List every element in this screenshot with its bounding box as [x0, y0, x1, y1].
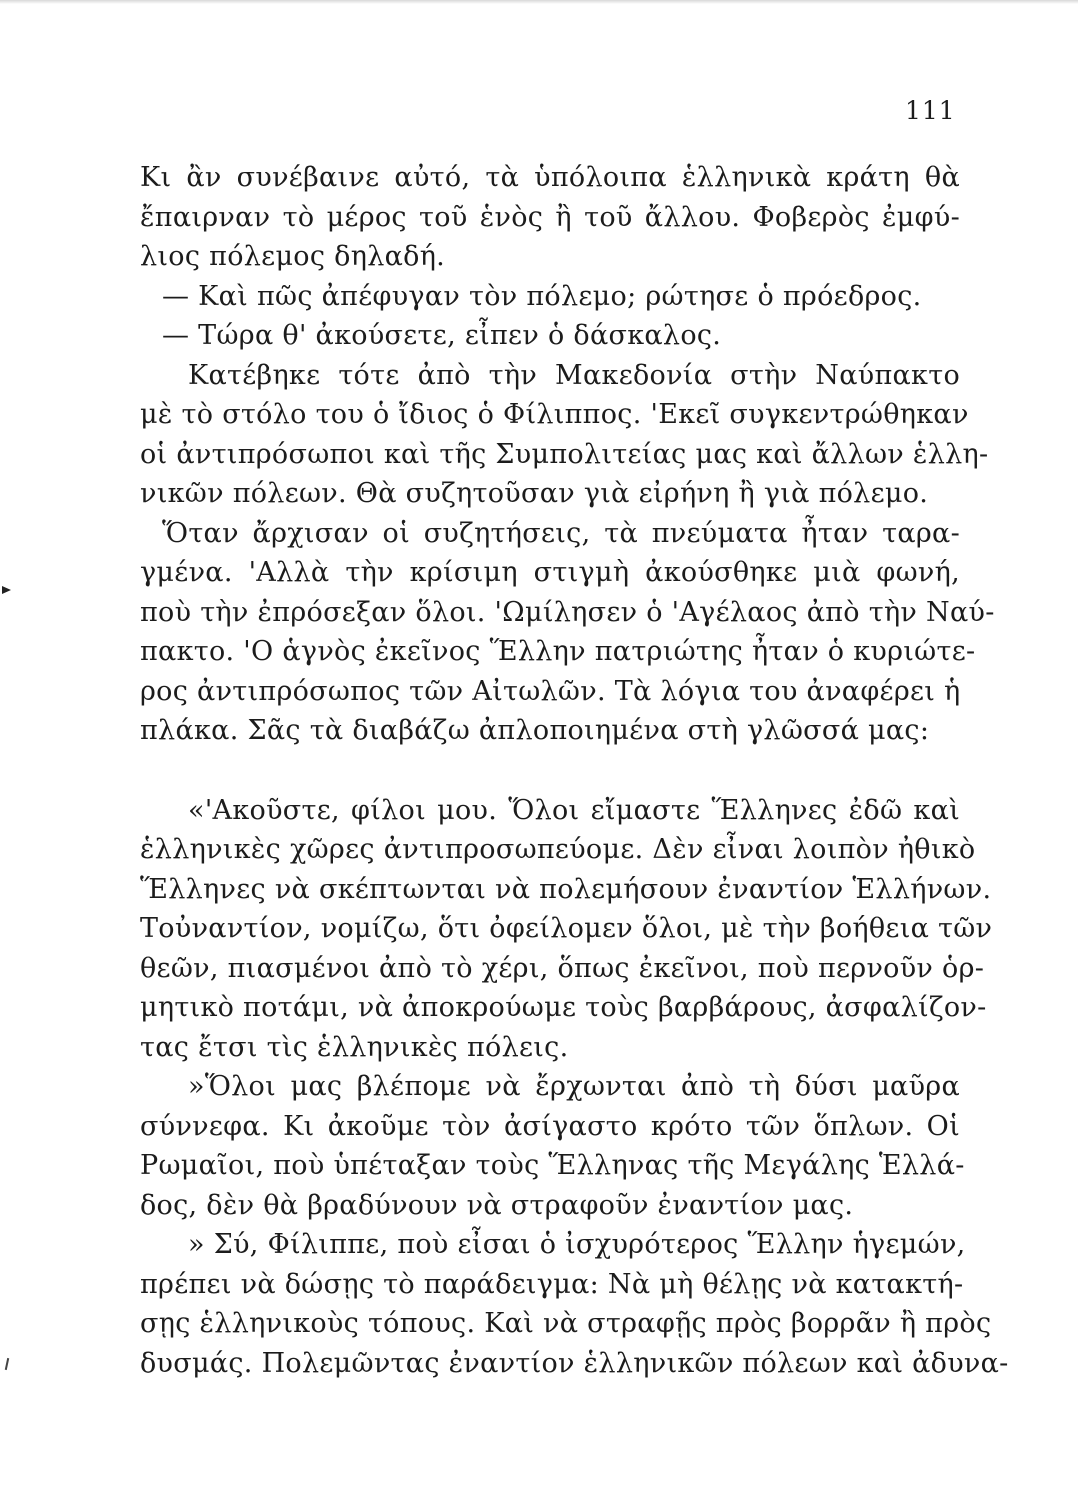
text-line: δυσμάς. Πολεμῶντας ἐναντίον ἑλληνικῶν πόλεων καὶ ἀδυνα- [140, 1347, 1009, 1379]
text-line: Ρωμαῖοι, ποὺ ὑπέταξαν τοὺς Ἕλληνας τῆς Μεγάλης Ἑλλά- [140, 1150, 965, 1181]
text-line: ρος ἀντιπρόσωπος τῶν Αἰτωλῶν. Τὰ λόγια του ἀναφέρει ἡ [140, 675, 961, 707]
text-line: λιος πόλεμος δηλαδή. [140, 241, 446, 272]
margin-tick-mark [5, 1358, 9, 1370]
text-line: Ὅταν ἄρχισαν οἱ συζητήσεις, τὰ πνεύματα ἦταν ταρα- [162, 517, 960, 549]
text-line: ποὺ τὴν ἐπρόσεξαν ὅλοι. 'Ωμίλησεν ὁ 'Αγέλαος ἀπὸ τὴν Ναύ- [140, 596, 995, 628]
text-line: δος, δὲν θὰ βραδύνουν νὰ στραφοῦν ἐναντίον μας. [140, 1189, 854, 1221]
text-line: »Ὅλοι μας βλέπομε νὰ ἔρχωνται ἀπὸ τὴ δύσι μαῦρα [188, 1071, 960, 1102]
text-line: » Σύ, Φίλιππε, ποὺ εἶσαι ὁ ἰσχυρότερος Ἕλλην ἡγεμών, [188, 1229, 966, 1260]
text-line: πακτο. 'Ο ἁγνὸς ἐκεῖνος Ἕλλην πατριώτης ἦταν ὁ κυριώτε- [140, 636, 976, 667]
text-line: τας ἔτσι τὶς ἑλληνικὲς πόλεις. [140, 1031, 569, 1063]
text-line: πρέπει νὰ δώσῃς τὸ παράδειγμα: Νὰ μὴ θέλῃς νὰ κατακτή- [140, 1268, 964, 1300]
text-line: σύννεφα. Κι ἀκοῦμε τὸν ἀσίγαστο κρότο τῶν ὅπλων. Οἱ [140, 1110, 960, 1142]
text-line: θεῶν, πιασμένοι ἀπὸ τὸ χέρι, ὅπως ἐκεῖνοι, ποὺ περνοῦν ὁρ- [140, 952, 985, 984]
paragraph-gap [140, 751, 960, 791]
text-line: μὲ τὸ στόλο του ὁ ἴδιος ὁ Φίλιππος. 'Εκεῖ συγκεντρώθηκαν [140, 399, 969, 430]
page-top-edge [0, 0, 1078, 4]
dialogue-line: — Καὶ πῶς ἀπέφυγαν τὸν πόλεμο; ρώτησε ὁ πρόεδρος. [162, 280, 922, 312]
text-line: σῃς ἑλληνικοὺς τόπους. Καὶ νὰ στραφῇς πρὸς βορρᾶν ἢ πρὸς [140, 1308, 992, 1339]
page-body [140, 158, 1009, 1383]
text-line: ἔπαιρναν τὸ μέρος τοῦ ἑνὸς ἢ τοῦ ἄλλου. Φοβερὸς ἐμφύ- [140, 201, 960, 233]
text-line: πλάκα. Σᾶς τὰ διαβάζω ἀπλοποιημένα στὴ γλῶσσά μας: [140, 715, 930, 746]
margin-arrow-mark [2, 586, 11, 594]
dialogue-line: — Τώρα θ' ἀκούσετε, εἶπεν ὁ δάσκαλος. [162, 320, 722, 351]
text-line: νικῶν πόλεων. Θὰ συζητοῦσαν γιὰ εἰρήνη ἢ γιὰ πόλεμο. [140, 478, 929, 509]
text-line: ἑλληνικὲς χῶρες ἀντιπροσωπεύομε. Δὲν εἶναι λοιπὸν ἠθικὸ [140, 834, 976, 865]
page-number: 111 [905, 96, 956, 125]
paragraph-1 [140, 158, 995, 751]
text-line: Κι ἂν συνέβαινε αὐτό, τὰ ὑπόλοιπα ἑλληνικὰ κράτη θὰ [140, 162, 960, 193]
text-line: Κατέβηκε τότε ἀπὸ τὴν Μακεδονία στὴν Ναύπακτο [188, 359, 960, 391]
text-line: Ἕλληνες νὰ σκέπτωνται νὰ πολεμήσουν ἐναντίον Ἑλλήνων. [140, 873, 992, 905]
text-line: μητικὸ ποτάμι, νὰ ἀποκρούωμε τοὺς βαρβάρους, ἀσφαλίζον- [140, 992, 987, 1023]
text-line: Τοὐναντίον, νομίζω, ὅτι ὀφείλομεν ὅλοι, μὲ τὴν βοήθεια τῶν [140, 913, 993, 944]
text-line: γμένα. 'Αλλὰ τὴν κρίσιμη στιγμὴ ἀκούσθηκε μιὰ φωνή, [140, 557, 960, 588]
text-line: «'Ακοῦστε, φίλοι μου. Ὅλοι εἴμαστε Ἕλληνες ἐδῶ καὶ [188, 794, 960, 826]
text-line: οἱ ἀντιπρόσωποι καὶ τῆς Συμπολιτείας μας καὶ ἄλλων ἑλλη- [140, 438, 989, 470]
paragraph-2-quote [140, 791, 1009, 1384]
